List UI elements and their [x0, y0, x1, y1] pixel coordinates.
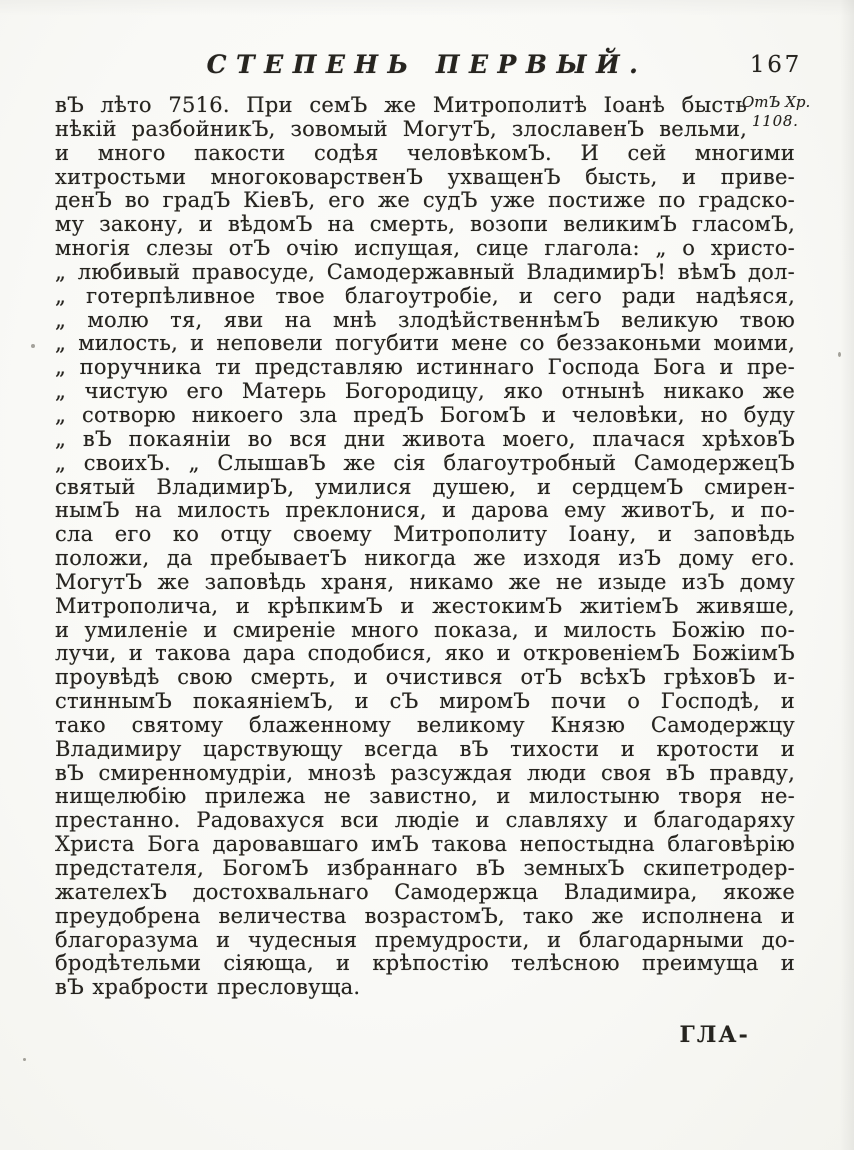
scan-speck [31, 344, 35, 348]
text-line: лучи, и такова дара сподобися, яко и откровеніемЪ БожіимЪ [55, 642, 795, 666]
margin-note-year: 1108. [752, 112, 799, 130]
page-title: СТЕПЕНЬ ПЕРВЫЙ. [206, 50, 648, 79]
text-line: му закону, и вѣдомЪ на смерть, возопи великимЪ гласомЪ, [55, 213, 795, 237]
text-line: положи, да пребываетЪ никогда же изходя изЪ дому его. [55, 547, 795, 571]
text-line: стиннымЪ покаяніемЪ, и сЪ миромЪ почи о Господѣ, и [55, 690, 795, 714]
text-line: предстателя, БогомЪ избраннаго вЪ земныхЪ скипетродер- [55, 857, 795, 880]
text-line: Христа Бога даровавшаго имЪ такова непостыдна благовѣрію [55, 833, 795, 857]
text-line: „ молю тя, яви на мнѣ злодѣйственнѣмЪ великую твою [55, 308, 795, 332]
text-line: „ сотворю никоего зла предЪ БогомЪ и человѣки, но буду [55, 403, 795, 427]
text-line: престанно. Радовахуся вси людіе и славляху и благодаряху [55, 809, 795, 833]
text-line: Владимиру царствующу всегда вЪ тихости и кротости и [55, 737, 795, 761]
text-line: „ своихЪ. „ СлышавЪ же сія благоутробный СамодержецЪ [55, 451, 795, 475]
text-line: святый ВладимирЪ, умилися душею, и сердцемЪ смирен- [55, 475, 795, 499]
scan-speck [838, 352, 841, 357]
text-line: бродѣтельми сіяюща, и крѣпостію телѣсною преимуща и [55, 952, 795, 976]
text-line: нѣкій разбойникЪ, зовомый МогутЪ, злославенЪ вельми, [55, 117, 747, 141]
text-line: преудобрена величества возрастомЪ, тако же исполнена и [55, 904, 795, 928]
margin-note-era: ОтЪ Хр. [742, 93, 811, 111]
text-line: „ поручника ти представляю истиннаго Господа Бога и пре- [55, 356, 795, 380]
catchword: ГЛА- [679, 1022, 750, 1048]
page-number: 167 [749, 52, 802, 78]
text-line: вЪ храбрости пресловуща. [55, 976, 361, 1000]
text-line: многія слезы отЪ очію испущая, сице глагола: „ о христо- [55, 237, 795, 261]
text-line: „ любивый правосуде, Самодержавный ВладимирЪ! вѣмЪ дол- [55, 260, 795, 284]
text-line: проувѣдѣ свою смерть, и очистився отЪ всѣхЪ грѣховЪ и- [55, 666, 795, 690]
text-line: благоразума и чудесныя премудрости, и благодарными до- [55, 928, 795, 952]
text-line: хитростьми многоковарственЪ ухващенЪ бысть, и приве- [55, 165, 795, 189]
text-line: и много пакости содѣя человѣкомЪ. И сей многими [55, 141, 795, 165]
text-line: и умиленіе и смиреніе много показа, и милость Божію по- [55, 618, 795, 642]
text-line: вЪ смиренномудріи, мнозѣ разсуждая люди своя вЪ правду, [55, 761, 795, 785]
text-line: денЪ во градЪ КіевЪ, его же судЪ уже постиже по градско- [55, 189, 795, 213]
running-header [0, 50, 854, 84]
text-line: „ готерпѣливное твое благоутробіе, и сего ради надѣяся, [55, 284, 795, 308]
text-line: вЪ лѣто 7516. При семЪ же Митрополитѣ Іоанѣ бысть [55, 94, 747, 117]
scan-speck [23, 1058, 26, 1061]
text-line: тако святому блаженному великому Князю Самодержцу [55, 713, 795, 737]
text-line: нымЪ на милость преклонися, и дарова ему животЪ, и по- [55, 499, 795, 523]
text-line: „ вЪ покаяніи во вся дни живота моего, плачася хрѣховЪ [55, 427, 795, 451]
text-line: сла его ко отцу своему Митрополиту Іоану, и заповѣдь [55, 523, 795, 547]
text-line: „ чистую его Матерь Богородицу, яко отнынѣ никако же [55, 380, 795, 404]
text-line: Митрополича, и крѣпкимЪ и жестокимЪ житіемЪ живяше, [55, 594, 795, 618]
text-line: жателехЪ достохвальнаго Самодержца Владимира, якоже [55, 880, 795, 904]
text-line: „ милость, и неповели погубити мене со беззаконьми моими, [55, 332, 795, 356]
text-block [55, 94, 795, 1000]
text-line: МогутЪ же заповѣдь храня, никамо же не изыде изЪ дому [55, 570, 795, 594]
text-line: нищелюбію прилежа не завистно, и милостыню творя не- [55, 785, 795, 809]
